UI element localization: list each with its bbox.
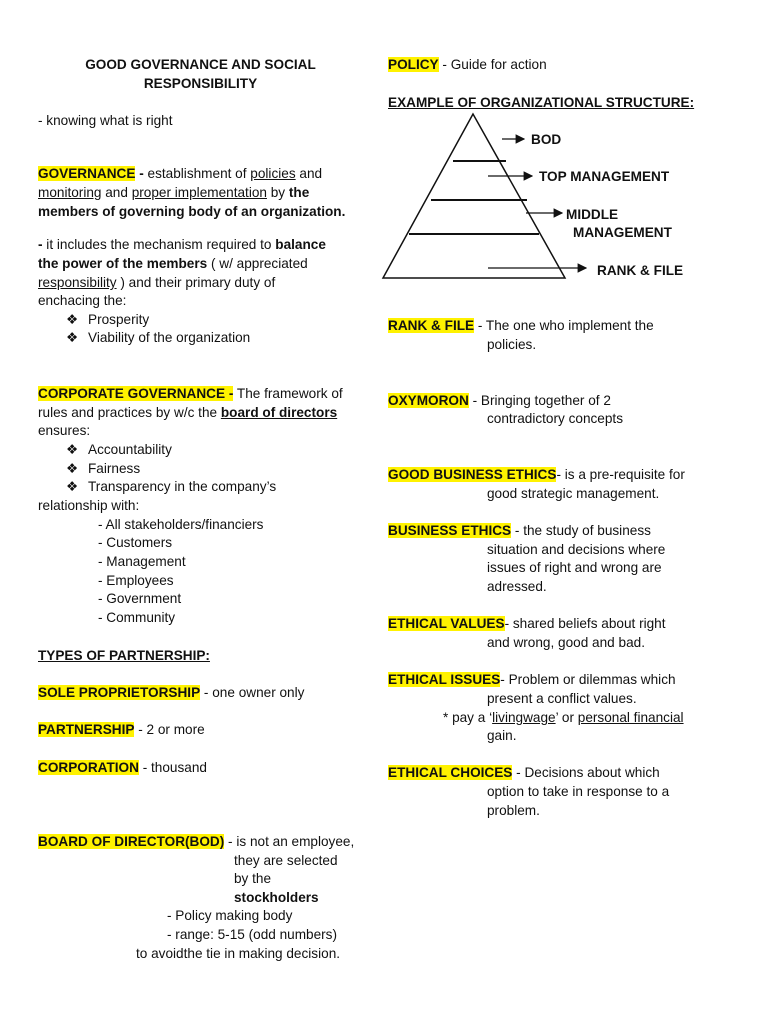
corporation: CORPORATION - thousand xyxy=(38,760,207,775)
pyramid-label-top: TOP MANAGEMENT xyxy=(539,169,670,184)
ei-def-4: gain. xyxy=(487,728,517,743)
mechanism-line-1: - it includes the mechanism required to balance xyxy=(38,237,326,252)
corp-line-1: CORPORATE GOVERNANCE - The framework of xyxy=(38,386,343,401)
bod-line-7: to avoidthe tie in making decision. xyxy=(136,946,341,961)
governance-term: GOVERNANCE xyxy=(38,166,136,181)
be-def-4: adressed. xyxy=(487,579,547,594)
bullet-accountability: ❖ Accountability xyxy=(66,441,172,460)
diamond-bullet-icon: ❖ xyxy=(66,461,79,476)
mechanism-line-4: enchacing the: xyxy=(38,293,127,308)
ei-def-3: * pay a ‘livingwage’ or personal financial xyxy=(443,710,684,725)
governance-line-3: members of governing body of an organization. xyxy=(38,204,346,219)
ei-def-2: present a conflict values. xyxy=(487,691,637,706)
business-ethics-def: BUSINESS ETHICS - the study of business xyxy=(388,523,651,538)
list-item: - Employees xyxy=(98,573,174,588)
policy-def: POLICY - Guide for action xyxy=(388,57,547,72)
be-def-2: situation and decisions where xyxy=(487,542,666,557)
title-line-2: RESPONSIBILITY xyxy=(143,76,258,91)
knowing-text: - knowing what is right xyxy=(38,113,173,128)
sole-proprietorship: SOLE PROPRIETORSHIP - one owner only xyxy=(38,685,305,700)
diamond-bullet-icon: ❖ xyxy=(66,330,79,345)
good-business-ethics-def: GOOD BUSINESS ETHICS- is a pre-requisite for xyxy=(388,467,685,482)
list-item: - Government xyxy=(98,591,182,606)
bullet-prosperity: ❖ Prosperity xyxy=(66,311,149,330)
gbe-def-2: good strategic management. xyxy=(487,486,660,501)
diamond-bullet-icon: ❖ xyxy=(66,312,79,327)
diamond-bullet-icon: ❖ xyxy=(66,442,79,457)
corp-line-2: rules and practices by w/c the board of directors xyxy=(38,405,338,420)
corporate-governance-term: CORPORATE GOVERNANCE - xyxy=(38,386,234,401)
corp-relationship: relationship with: xyxy=(38,498,140,513)
rankfile-def-2: policies. xyxy=(487,337,537,352)
pyramid-label-bod: BOD xyxy=(531,132,562,147)
governance-line-1: GOVERNANCE - establishment of policies and xyxy=(38,166,323,181)
list-item: - Community xyxy=(98,610,176,625)
pyramid-label-rank: RANK & FILE xyxy=(597,263,684,278)
types-heading: TYPES OF PARTNERSHIP: xyxy=(38,648,210,663)
bullet-fairness: ❖ Fairness xyxy=(66,460,140,479)
mechanism-line-2: the power of the members ( w/ appreciated xyxy=(38,256,308,271)
ethical-choices-def: ETHICAL CHOICES - Decisions about which xyxy=(388,765,660,780)
ec-def-3: problem. xyxy=(487,803,540,818)
ethical-issues-def: ETHICAL ISSUES- Problem or dilemmas which xyxy=(388,672,676,687)
bullet-viability: ❖ Viability of the organization xyxy=(66,329,250,348)
ec-def-2: option to take in response to a xyxy=(487,784,670,799)
pyramid-label-middle-1: MIDDLE xyxy=(566,207,619,222)
diamond-bullet-icon: ❖ xyxy=(66,479,79,494)
list-item: - Customers xyxy=(98,535,173,550)
be-def-3: issues of right and wrong are xyxy=(487,560,662,575)
ev-def-2: and wrong, good and bad. xyxy=(487,635,645,650)
pyramid-label-middle-2: MANAGEMENT xyxy=(573,225,672,240)
bod-line-6: - range: 5-15 (odd numbers) xyxy=(167,927,338,942)
partnership: PARTNERSHIP - 2 or more xyxy=(38,722,205,737)
rankfile-def: RANK & FILE - The one who implement the xyxy=(388,318,654,333)
bod-line-1: BOARD OF DIRECTOR(BOD) - is not an employee, xyxy=(38,834,355,849)
bullet-transparency: ❖ Transparency in the company’s xyxy=(66,478,276,497)
oxymoron-def: OXYMORON - Bringing together of 2 xyxy=(388,393,611,408)
corp-line-3: ensures: xyxy=(38,423,91,438)
title-line-1: GOOD GOVERNANCE AND SOCIAL xyxy=(85,57,316,72)
bod-line-2: they are selected xyxy=(234,853,338,868)
bod-line-5: - Policy making body xyxy=(167,908,293,923)
mechanism-line-3: responsibility ) and their primary duty of xyxy=(38,275,276,290)
list-item: - All stakeholders/financiers xyxy=(98,517,264,532)
list-item: - Management xyxy=(98,554,186,569)
governance-line-2: monitoring and proper implementation by the xyxy=(38,185,310,200)
oxymoron-def-2: contradictory concepts xyxy=(487,411,624,426)
example-heading: EXAMPLE OF ORGANIZATIONAL STRUCTURE: xyxy=(388,95,695,110)
bod-line-3: by the xyxy=(234,871,272,886)
ethical-values-def: ETHICAL VALUES- shared beliefs about right xyxy=(388,616,666,631)
bod-line-4: stockholders xyxy=(234,890,319,905)
